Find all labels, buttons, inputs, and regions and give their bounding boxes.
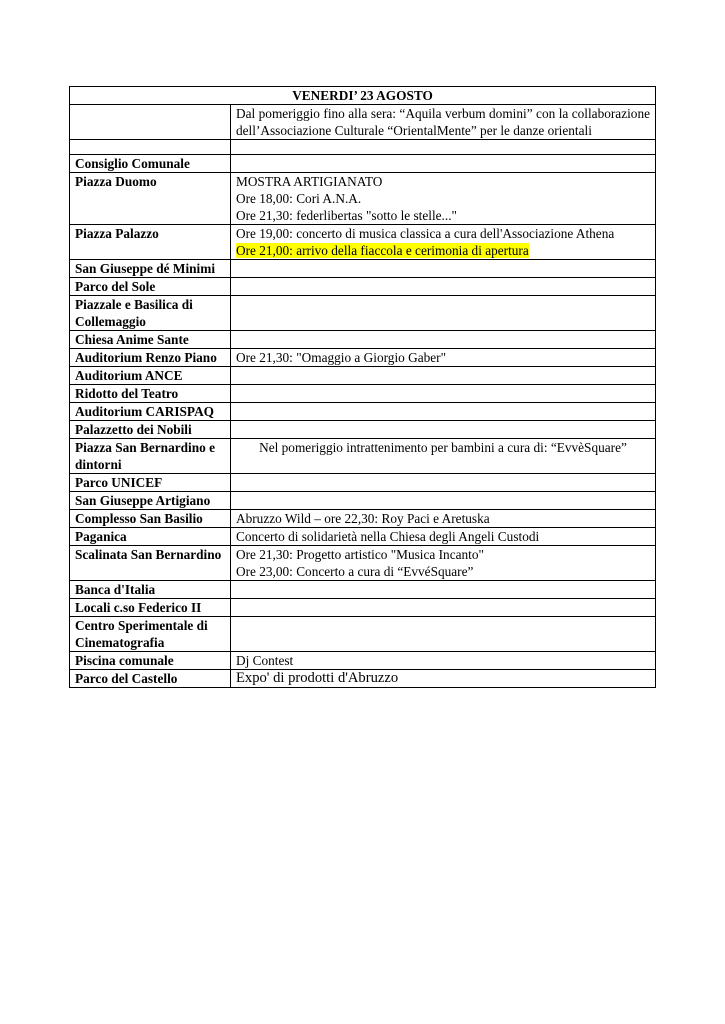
venue-name: Piscina comunale — [70, 652, 231, 670]
highlighted-event-line: Ore 21,00: arrivo della fiaccola e cerimonia di apertura — [236, 243, 529, 258]
table-row — [70, 367, 656, 385]
events-cell — [231, 385, 656, 403]
venue-name: Ridotto del Teatro — [70, 385, 231, 403]
event-line: Expo' di prodotti d'Abruzzo — [236, 670, 399, 686]
events-cell — [231, 367, 656, 385]
venue-name: Piazza San Bernardino e dintorni — [70, 439, 231, 474]
venue-name: Piazza Duomo — [70, 173, 231, 225]
events-cell — [231, 439, 656, 474]
events-cell — [231, 670, 656, 688]
venue-name: Locali c.so Federico II — [70, 599, 231, 617]
events-cell — [231, 652, 656, 670]
table-row — [70, 546, 656, 581]
table-row — [70, 652, 656, 670]
venue-name: Paganica — [70, 528, 231, 546]
table-row — [70, 599, 656, 617]
table-row — [70, 278, 656, 296]
events-cell — [231, 617, 656, 652]
venue-cell — [70, 105, 231, 140]
venue-name: Chiesa Anime Sante — [70, 331, 231, 349]
table-row — [70, 349, 656, 367]
venue-name: San Giuseppe Artigiano — [70, 492, 231, 510]
venue-name: Consiglio Comunale — [70, 155, 231, 173]
table-row — [70, 385, 656, 403]
events-cell — [231, 260, 656, 278]
schedule-table — [69, 86, 656, 688]
header-row — [70, 87, 656, 105]
table-row — [70, 492, 656, 510]
venue-cell — [70, 140, 231, 155]
events-cell — [231, 331, 656, 349]
events-cell — [231, 155, 656, 173]
events-cell — [231, 403, 656, 421]
table-row — [70, 331, 656, 349]
table-row — [70, 403, 656, 421]
table-row — [70, 296, 656, 331]
venue-name: Centro Sperimentale di Cinematografia — [70, 617, 231, 652]
table-row — [70, 581, 656, 599]
event-line: MOSTRA ARTIGIANATO — [236, 174, 383, 189]
event-line: Nel pomeriggio intrattenimento per bambini a cura di: “EvvèSquare” — [259, 440, 627, 455]
intro-row — [70, 105, 656, 140]
table-row — [70, 439, 656, 474]
table-row — [70, 421, 656, 439]
event-line: Ore 23,00: Concerto a cura di “EvvéSquare” — [236, 564, 474, 579]
events-cell — [231, 599, 656, 617]
events-cell — [231, 421, 656, 439]
venue-name: Parco del Castello — [70, 670, 231, 688]
events-cell — [231, 474, 656, 492]
events-cell — [231, 546, 656, 581]
table-row — [70, 474, 656, 492]
events-cell — [231, 296, 656, 331]
table-row — [70, 173, 656, 225]
table-row — [70, 155, 656, 173]
venue-name: Parco UNICEF — [70, 474, 231, 492]
events-cell — [231, 581, 656, 599]
table-row — [70, 225, 656, 260]
venue-name: Auditorium ANCE — [70, 367, 231, 385]
event-line: Ore 18,00: Cori A.N.A. — [236, 191, 362, 206]
events-cell — [231, 349, 656, 367]
venue-name: Scalinata San Bernardino — [70, 546, 231, 581]
venue-name: Parco del Sole — [70, 278, 231, 296]
table-row — [70, 260, 656, 278]
event-line: Ore 21,30: Progetto artistico "Musica Incanto" — [236, 547, 484, 562]
events-cell — [231, 510, 656, 528]
events-cell — [231, 492, 656, 510]
events-cell — [231, 528, 656, 546]
table-row — [70, 670, 656, 688]
spacer-row — [70, 140, 656, 155]
day-heading: VENERDI’ 23 AGOSTO — [70, 87, 656, 105]
events-cell — [231, 225, 656, 260]
events-cell — [231, 140, 656, 155]
event-line: Dj Contest — [236, 653, 294, 668]
table-row — [70, 528, 656, 546]
venue-name: Piazzale e Basilica di Collemaggio — [70, 296, 231, 331]
table-row — [70, 510, 656, 528]
venue-name: Auditorium Renzo Piano — [70, 349, 231, 367]
venue-name: Complesso San Basilio — [70, 510, 231, 528]
intro-text: Dal pomeriggio fino alla sera: “Aquila verbum domini” con la collaborazione dell’Associazione Culturale “OrientalMente” per le danze orientali — [231, 105, 656, 140]
event-line: Ore 21,30: federlibertas "sotto le stelle..." — [236, 208, 457, 223]
event-line: Ore 19,00: concerto di musica classica a cura dell'Associazione Athena — [236, 226, 615, 241]
event-line: Ore 21,30: "Omaggio a Giorgio Gaber" — [236, 350, 447, 365]
event-line: Abruzzo Wild – ore 22,30: Roy Paci e Aretuska — [236, 511, 490, 526]
event-line: Concerto di solidarietà nella Chiesa degli Angeli Custodi — [236, 529, 540, 544]
events-cell — [231, 173, 656, 225]
venue-name: Auditorium CARISPAQ — [70, 403, 231, 421]
venue-name: Piazza Palazzo — [70, 225, 231, 260]
venue-name: Palazzetto dei Nobili — [70, 421, 231, 439]
venue-name: San Giuseppe dé Minimi — [70, 260, 231, 278]
venue-name: Banca d'Italia — [70, 581, 231, 599]
events-cell — [231, 278, 656, 296]
table-row — [70, 617, 656, 652]
